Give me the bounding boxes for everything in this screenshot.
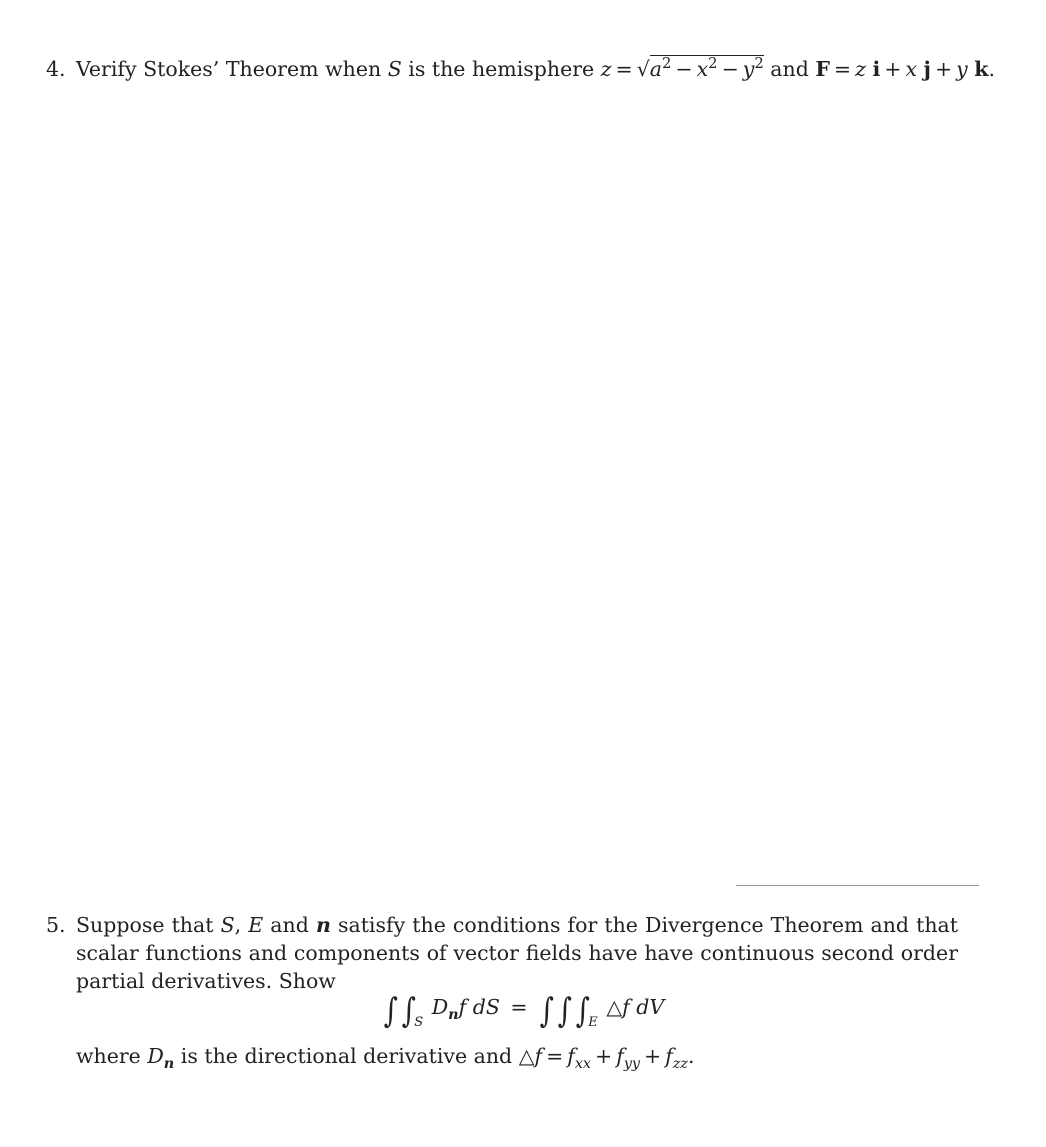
problem-text: Verify Stokes’ Theorem when S is the hemisphere $z = √a^2 - x^2 - y^2$ and F = z i + x j + y k. xyxy=(76,54,996,81)
problem-5 xyxy=(46,911,958,995)
problem-number: 4. xyxy=(46,57,66,81)
problem-number: 5. xyxy=(46,913,66,937)
problem-text: Suppose that S, E and n satisfy the conditions for the Divergence Theorem and that scalar functions and components of vector fields have have continuous second order partial derivatives. Show xyxy=(76,913,958,993)
sqrt-sign: √ xyxy=(636,57,650,81)
surface-symbol: S xyxy=(387,57,402,81)
sqrt-radicand: $a^2 - x^2 - y^2$ xyxy=(649,54,764,81)
where-clause: where $D_n$ is the directional derivative and △f = $f_{xx} + f_{yy} + f_{zz}$. xyxy=(76,1044,695,1073)
hemisphere-equation: $z = √a^2 - x^2 - y^2$ xyxy=(600,54,764,81)
divergence-identity-equation: ∫ $\int_S$ $D_nf$ dS = ∫ ∫ $\int_E$ △f dV xyxy=(383,991,665,1031)
vector-field-equation: F = z i + x j + y k. xyxy=(815,57,996,81)
separator-line xyxy=(736,885,979,886)
problem-4 xyxy=(46,55,1006,83)
